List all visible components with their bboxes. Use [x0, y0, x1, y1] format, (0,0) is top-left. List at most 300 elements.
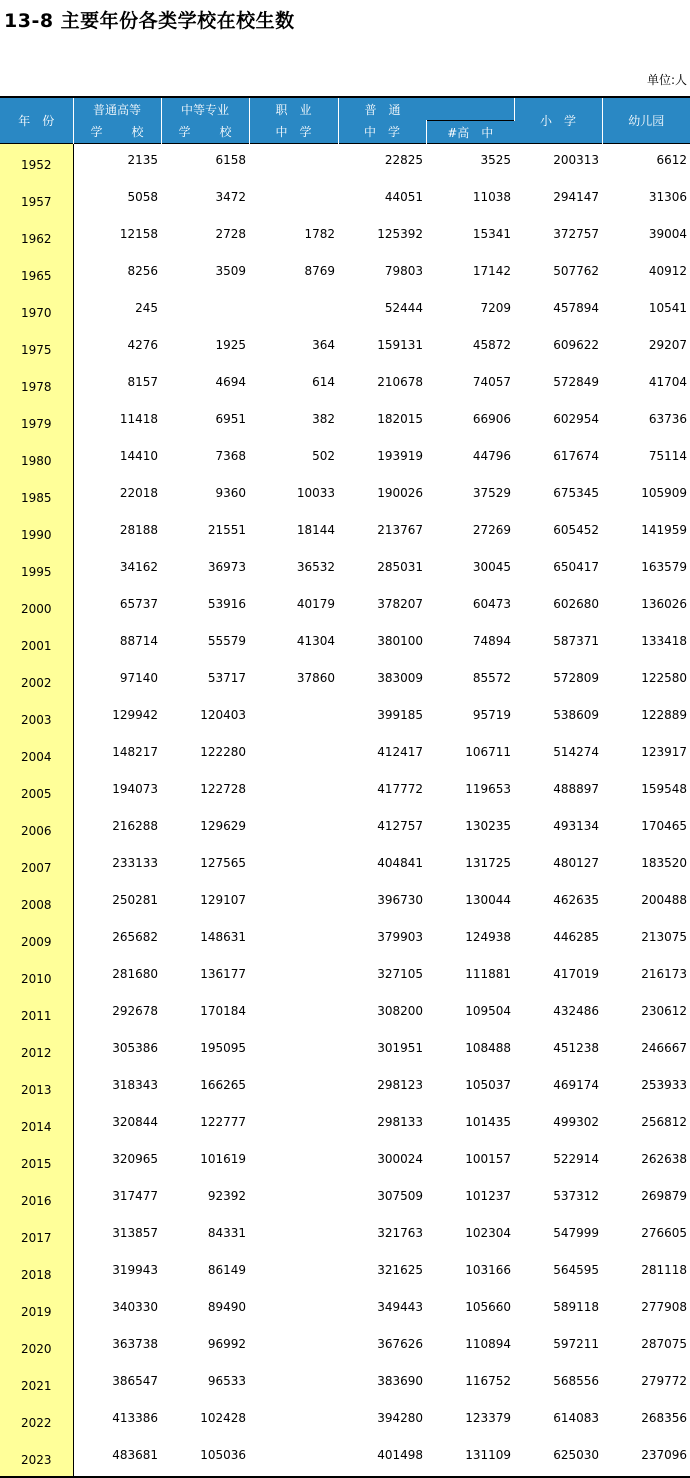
- secondary-specialized-cell: 96992: [207, 1337, 246, 1351]
- vocational-cell: 364: [312, 338, 335, 352]
- primary-cell: 609622: [553, 338, 599, 352]
- table-row: [0, 1217, 690, 1254]
- senior-high-cell: 124938: [465, 930, 511, 944]
- senior-high-cell: 37529: [472, 486, 511, 500]
- vocational-cell: [249, 292, 338, 329]
- kindergarten-cell: 256812: [641, 1115, 687, 1129]
- vocational-cell: 18144: [296, 523, 335, 537]
- secondary-specialized-cell: 1925: [215, 338, 246, 352]
- table-body: [0, 144, 690, 1478]
- higher-ed-cell: 11418: [119, 412, 158, 426]
- table-row: [0, 477, 690, 514]
- secondary-specialized-cell: 84331: [207, 1226, 246, 1240]
- year-cell: 1957: [0, 181, 73, 218]
- secondary-specialized-cell: 195095: [200, 1041, 246, 1055]
- secondary-specialized-cell: 96533: [207, 1374, 246, 1388]
- primary-cell: 602954: [553, 412, 599, 426]
- year-cell: 2009: [0, 921, 73, 958]
- kindergarten-cell: 39004: [648, 227, 687, 241]
- kindergarten-cell: 200488: [641, 893, 687, 907]
- vocational-cell: [249, 810, 338, 847]
- year-cell: 2004: [0, 736, 73, 773]
- higher-ed-cell: 97140: [119, 671, 158, 685]
- table-row: [0, 292, 690, 329]
- kindergarten-cell: 133418: [641, 634, 687, 648]
- year-cell: 2023: [0, 1439, 73, 1477]
- secondary-specialized-cell: 120403: [200, 708, 246, 722]
- higher-ed-cell: 292678: [112, 1004, 158, 1018]
- header-higher-ed-top: 普通高等: [73, 97, 161, 121]
- senior-high-cell: 116752: [465, 1374, 511, 1388]
- regular-secondary-cell: 193919: [377, 449, 423, 463]
- secondary-specialized-cell: 166265: [200, 1078, 246, 1092]
- table-row: [0, 366, 690, 403]
- vocational-cell: [249, 1217, 338, 1254]
- kindergarten-cell: 6612: [656, 153, 687, 167]
- higher-ed-cell: 148217: [112, 745, 158, 759]
- primary-cell: 597211: [553, 1337, 599, 1351]
- secondary-specialized-cell: 122777: [200, 1115, 246, 1129]
- higher-ed-cell: 313857: [112, 1226, 158, 1240]
- kindergarten-cell: 31306: [648, 190, 687, 204]
- primary-cell: 564595: [553, 1263, 599, 1277]
- kindergarten-cell: 183520: [641, 856, 687, 870]
- regular-secondary-cell: 307509: [377, 1189, 423, 1203]
- year-cell: 1975: [0, 329, 73, 366]
- table-row: [0, 329, 690, 366]
- header-secondary-specialized-bottom: 学 校: [161, 121, 249, 144]
- secondary-specialized-cell: 4694: [215, 375, 246, 389]
- regular-secondary-cell: 308200: [377, 1004, 423, 1018]
- higher-ed-cell: 233133: [112, 856, 158, 870]
- senior-high-cell: 15341: [472, 227, 511, 241]
- year-cell: 1990: [0, 514, 73, 551]
- table-row: [0, 810, 690, 847]
- primary-cell: 417019: [553, 967, 599, 981]
- header-vocational-top: 职 业: [249, 97, 338, 121]
- year-cell: 2016: [0, 1180, 73, 1217]
- higher-ed-cell: 8256: [127, 264, 158, 278]
- secondary-specialized-cell: 53916: [207, 597, 246, 611]
- primary-cell: 480127: [553, 856, 599, 870]
- year-cell: 2005: [0, 773, 73, 810]
- senior-high-cell: 130235: [465, 819, 511, 833]
- primary-cell: 547999: [553, 1226, 599, 1240]
- year-cell: 2003: [0, 699, 73, 736]
- secondary-specialized-cell: 136177: [200, 967, 246, 981]
- year-cell: 2007: [0, 847, 73, 884]
- secondary-specialized-cell: 53717: [207, 671, 246, 685]
- higher-ed-cell: 12158: [119, 227, 158, 241]
- primary-cell: 294147: [553, 190, 599, 204]
- secondary-specialized-cell: 7368: [215, 449, 246, 463]
- header-secondary-specialized-top: 中等专业: [161, 97, 249, 121]
- year-cell: 1980: [0, 440, 73, 477]
- higher-ed-cell: 265682: [112, 930, 158, 944]
- senior-high-cell: 130044: [465, 893, 511, 907]
- vocational-cell: 36532: [296, 560, 335, 574]
- kindergarten-cell: 253933: [641, 1078, 687, 1092]
- higher-ed-cell: 320965: [112, 1152, 158, 1166]
- table-row: [0, 440, 690, 477]
- vocational-cell: [249, 144, 338, 182]
- year-cell: 1979: [0, 403, 73, 440]
- kindergarten-cell: 122889: [641, 708, 687, 722]
- senior-high-cell: 111881: [465, 967, 511, 981]
- higher-ed-cell: 129942: [112, 708, 158, 722]
- regular-secondary-cell: 210678: [377, 375, 423, 389]
- header-regular-secondary-bottom: 中 学: [338, 121, 426, 144]
- higher-ed-cell: 88714: [119, 634, 158, 648]
- kindergarten-cell: 123917: [641, 745, 687, 759]
- primary-cell: 372757: [553, 227, 599, 241]
- kindergarten-cell: 279772: [641, 1374, 687, 1388]
- table-row: [0, 403, 690, 440]
- kindergarten-cell: 230612: [641, 1004, 687, 1018]
- primary-cell: 446285: [553, 930, 599, 944]
- year-cell: 2020: [0, 1328, 73, 1365]
- year-cell: 2022: [0, 1402, 73, 1439]
- secondary-specialized-cell: 21551: [207, 523, 246, 537]
- vocational-cell: [249, 1069, 338, 1106]
- table-row: [0, 514, 690, 551]
- primary-cell: 507762: [553, 264, 599, 278]
- primary-cell: 499302: [553, 1115, 599, 1129]
- secondary-specialized-cell: 170184: [200, 1004, 246, 1018]
- header-higher-ed-bottom: 学 校: [73, 121, 161, 144]
- year-cell: 2014: [0, 1106, 73, 1143]
- regular-secondary-cell: 22825: [384, 153, 423, 167]
- higher-ed-cell: 483681: [73, 1439, 161, 1477]
- table-row: [0, 1180, 690, 1217]
- regular-secondary-cell: 52444: [384, 301, 423, 315]
- vocational-cell: [249, 884, 338, 921]
- regular-secondary-cell: 417772: [377, 782, 423, 796]
- senior-high-cell: 45872: [472, 338, 511, 352]
- regular-secondary-cell: 401498: [338, 1439, 426, 1477]
- secondary-specialized-cell: 55579: [207, 634, 246, 648]
- year-cell: 2021: [0, 1365, 73, 1402]
- table-row: [0, 921, 690, 958]
- senior-high-cell: 11038: [472, 190, 511, 204]
- regular-secondary-cell: 412757: [377, 819, 423, 833]
- senior-high-cell: 101435: [465, 1115, 511, 1129]
- kindergarten-cell: 75114: [648, 449, 687, 463]
- senior-high-cell: 27269: [472, 523, 511, 537]
- primary-cell: 457894: [553, 301, 599, 315]
- vocational-cell: [249, 773, 338, 810]
- table-header: [0, 97, 690, 144]
- senior-high-cell: 106711: [465, 745, 511, 759]
- secondary-specialized-cell: 102428: [200, 1411, 246, 1425]
- vocational-cell: 8769: [304, 264, 335, 278]
- senior-high-cell: 110894: [465, 1337, 511, 1351]
- secondary-specialized-cell: 9360: [215, 486, 246, 500]
- kindergarten-cell: 268356: [641, 1411, 687, 1425]
- table-row: [0, 1032, 690, 1069]
- senior-high-cell: 105037: [465, 1078, 511, 1092]
- regular-secondary-cell: 301951: [377, 1041, 423, 1055]
- table-row: [0, 958, 690, 995]
- higher-ed-cell: 65737: [119, 597, 158, 611]
- higher-ed-cell: 318343: [112, 1078, 158, 1092]
- kindergarten-cell: 216173: [641, 967, 687, 981]
- kindergarten-cell: 163579: [641, 560, 687, 574]
- vocational-cell: [249, 1032, 338, 1069]
- regular-secondary-cell: 300024: [377, 1152, 423, 1166]
- higher-ed-cell: 194073: [112, 782, 158, 796]
- table-row: [0, 1402, 690, 1439]
- vocational-cell: 37860: [296, 671, 335, 685]
- kindergarten-cell: 141959: [641, 523, 687, 537]
- vocational-cell: 502: [312, 449, 335, 463]
- regular-secondary-cell: 321763: [377, 1226, 423, 1240]
- primary-cell: 602680: [553, 597, 599, 611]
- vocational-cell: 1782: [304, 227, 335, 241]
- senior-high-cell: 30045: [472, 560, 511, 574]
- regular-secondary-cell: 399185: [377, 708, 423, 722]
- kindergarten-cell: 159548: [641, 782, 687, 796]
- higher-ed-cell: 305386: [112, 1041, 158, 1055]
- senior-high-cell: 17142: [472, 264, 511, 278]
- senior-high-cell: 109504: [465, 1004, 511, 1018]
- secondary-specialized-cell: 3472: [215, 190, 246, 204]
- primary-cell: 451238: [553, 1041, 599, 1055]
- year-cell: 1962: [0, 218, 73, 255]
- kindergarten-cell: 269879: [641, 1189, 687, 1203]
- vocational-cell: [249, 1328, 338, 1365]
- table-row: [0, 1254, 690, 1291]
- regular-secondary-cell: 321625: [377, 1263, 423, 1277]
- senior-high-cell: 74057: [472, 375, 511, 389]
- higher-ed-cell: 363738: [112, 1337, 158, 1351]
- year-cell: 2012: [0, 1032, 73, 1069]
- senior-high-cell: 105660: [465, 1300, 511, 1314]
- secondary-specialized-cell: 122280: [200, 745, 246, 759]
- year-cell: 2008: [0, 884, 73, 921]
- secondary-specialized-cell: 129629: [200, 819, 246, 833]
- higher-ed-cell: 34162: [119, 560, 158, 574]
- table-row: [0, 218, 690, 255]
- table-row: [0, 773, 690, 810]
- primary-cell: 432486: [553, 1004, 599, 1018]
- senior-high-cell: 101237: [465, 1189, 511, 1203]
- vocational-cell: [249, 1365, 338, 1402]
- primary-cell: 614083: [553, 1411, 599, 1425]
- regular-secondary-cell: 383690: [377, 1374, 423, 1388]
- table-row: [0, 884, 690, 921]
- senior-high-cell: 7209: [480, 301, 511, 315]
- primary-cell: 572809: [553, 671, 599, 685]
- header-senior-high: #高 中: [426, 121, 514, 144]
- year-cell: 2006: [0, 810, 73, 847]
- senior-high-cell: 95719: [472, 708, 511, 722]
- kindergarten-cell: 170465: [641, 819, 687, 833]
- table-row: [0, 551, 690, 588]
- senior-high-cell: 131109: [426, 1439, 514, 1477]
- vocational-cell: 382: [312, 412, 335, 426]
- vocational-cell: 614: [312, 375, 335, 389]
- higher-ed-cell: 250281: [112, 893, 158, 907]
- vocational-cell: [249, 699, 338, 736]
- regular-secondary-cell: 298133: [377, 1115, 423, 1129]
- vocational-cell: [249, 1291, 338, 1328]
- year-cell: 2018: [0, 1254, 73, 1291]
- secondary-specialized-cell: 148631: [200, 930, 246, 944]
- regular-secondary-cell: 383009: [377, 671, 423, 685]
- senior-high-cell: 85572: [472, 671, 511, 685]
- secondary-specialized-cell: 6951: [215, 412, 246, 426]
- primary-cell: 538609: [553, 708, 599, 722]
- senior-high-cell: 60473: [472, 597, 511, 611]
- vocational-cell: [249, 1402, 338, 1439]
- higher-ed-cell: 28188: [119, 523, 158, 537]
- higher-ed-cell: 5058: [127, 190, 158, 204]
- secondary-specialized-cell: 2728: [215, 227, 246, 241]
- regular-secondary-cell: 44051: [384, 190, 423, 204]
- regular-secondary-cell: 394280: [377, 1411, 423, 1425]
- secondary-specialized-cell: [161, 292, 249, 329]
- primary-cell: 493134: [553, 819, 599, 833]
- regular-secondary-cell: 298123: [377, 1078, 423, 1092]
- secondary-specialized-cell: 105036: [161, 1439, 249, 1477]
- regular-secondary-cell: 79803: [384, 264, 423, 278]
- higher-ed-cell: 317477: [112, 1189, 158, 1203]
- year-cell: 1970: [0, 292, 73, 329]
- higher-ed-cell: 245: [135, 301, 158, 315]
- regular-secondary-cell: 412417: [377, 745, 423, 759]
- kindergarten-cell: 29207: [648, 338, 687, 352]
- higher-ed-cell: 319943: [112, 1263, 158, 1277]
- table-row: [0, 995, 690, 1032]
- year-cell: 1985: [0, 477, 73, 514]
- page-title: 13-8 主要年份各类学校在校生数: [4, 10, 295, 32]
- kindergarten-cell: 41704: [648, 375, 687, 389]
- secondary-specialized-cell: 89490: [207, 1300, 246, 1314]
- senior-high-cell: 74894: [472, 634, 511, 648]
- vocational-cell: [249, 181, 338, 218]
- year-cell: 2017: [0, 1217, 73, 1254]
- year-cell: 2019: [0, 1291, 73, 1328]
- kindergarten-cell: 237096: [602, 1439, 690, 1477]
- secondary-specialized-cell: 6158: [215, 153, 246, 167]
- header-kindergarten: 幼儿园: [602, 97, 690, 144]
- vocational-cell: [249, 1254, 338, 1291]
- regular-secondary-cell: 190026: [377, 486, 423, 500]
- higher-ed-cell: 4276: [127, 338, 158, 352]
- primary-cell: 522914: [553, 1152, 599, 1166]
- vocational-cell: [249, 736, 338, 773]
- secondary-specialized-cell: 101619: [200, 1152, 246, 1166]
- secondary-specialized-cell: 127565: [200, 856, 246, 870]
- higher-ed-cell: 22018: [119, 486, 158, 500]
- vocational-cell: [249, 995, 338, 1032]
- header-regular-secondary-top: 普 通: [338, 97, 514, 121]
- vocational-cell: 41304: [296, 634, 335, 648]
- primary-cell: 537312: [553, 1189, 599, 1203]
- primary-cell: 462635: [553, 893, 599, 907]
- primary-cell: 587371: [553, 634, 599, 648]
- senior-high-cell: 131725: [465, 856, 511, 870]
- table-row: [0, 255, 690, 292]
- unit-label: 单位:人: [646, 73, 687, 87]
- table-row: [0, 847, 690, 884]
- vocational-cell: 40179: [296, 597, 335, 611]
- kindergarten-cell: 246667: [641, 1041, 687, 1055]
- senior-high-cell: 44796: [472, 449, 511, 463]
- kindergarten-cell: 136026: [641, 597, 687, 611]
- table-row: [0, 736, 690, 773]
- kindergarten-cell: 105909: [641, 486, 687, 500]
- regular-secondary-cell: 285031: [377, 560, 423, 574]
- regular-secondary-cell: 182015: [377, 412, 423, 426]
- kindergarten-cell: 10541: [648, 301, 687, 315]
- higher-ed-cell: 413386: [112, 1411, 158, 1425]
- vocational-cell: [249, 1439, 338, 1477]
- higher-ed-cell: 340330: [112, 1300, 158, 1314]
- regular-secondary-cell: 396730: [377, 893, 423, 907]
- regular-secondary-cell: 159131: [377, 338, 423, 352]
- year-cell: 1952: [0, 144, 73, 182]
- primary-cell: 469174: [553, 1078, 599, 1092]
- higher-ed-cell: 386547: [112, 1374, 158, 1388]
- vocational-cell: 10033: [296, 486, 335, 500]
- senior-high-cell: 100157: [465, 1152, 511, 1166]
- header-vocational-bottom: 中 学: [249, 121, 338, 144]
- primary-cell: 572849: [553, 375, 599, 389]
- kindergarten-cell: 287075: [641, 1337, 687, 1351]
- senior-high-cell: 123379: [465, 1411, 511, 1425]
- primary-cell: 605452: [553, 523, 599, 537]
- kindergarten-cell: 213075: [641, 930, 687, 944]
- secondary-specialized-cell: 86149: [207, 1263, 246, 1277]
- primary-cell: 675345: [553, 486, 599, 500]
- regular-secondary-cell: 378207: [377, 597, 423, 611]
- primary-cell: 488897: [553, 782, 599, 796]
- regular-secondary-cell: 125392: [377, 227, 423, 241]
- year-cell: 1978: [0, 366, 73, 403]
- senior-high-cell: 102304: [465, 1226, 511, 1240]
- year-cell: 1965: [0, 255, 73, 292]
- primary-cell: 589118: [553, 1300, 599, 1314]
- table-row: [0, 144, 690, 182]
- table-row: [0, 181, 690, 218]
- year-cell: 2011: [0, 995, 73, 1032]
- vocational-cell: [249, 1180, 338, 1217]
- higher-ed-cell: 320844: [112, 1115, 158, 1129]
- vocational-cell: [249, 1106, 338, 1143]
- year-cell: 1995: [0, 551, 73, 588]
- senior-high-cell: 103166: [465, 1263, 511, 1277]
- kindergarten-cell: 63736: [648, 412, 687, 426]
- primary-cell: 650417: [553, 560, 599, 574]
- senior-high-cell: 108488: [465, 1041, 511, 1055]
- primary-cell: 514274: [553, 745, 599, 759]
- enrollment-table: [0, 96, 690, 1478]
- regular-secondary-cell: 379903: [377, 930, 423, 944]
- kindergarten-cell: 262638: [641, 1152, 687, 1166]
- senior-high-cell: 119653: [465, 782, 511, 796]
- table-row: [0, 662, 690, 699]
- year-cell: 2000: [0, 588, 73, 625]
- regular-secondary-cell: 213767: [377, 523, 423, 537]
- primary-cell: 617674: [553, 449, 599, 463]
- table-row: [0, 625, 690, 662]
- higher-ed-cell: 281680: [112, 967, 158, 981]
- primary-cell: 200313: [553, 153, 599, 167]
- year-cell: 2013: [0, 1069, 73, 1106]
- kindergarten-cell: 281118: [641, 1263, 687, 1277]
